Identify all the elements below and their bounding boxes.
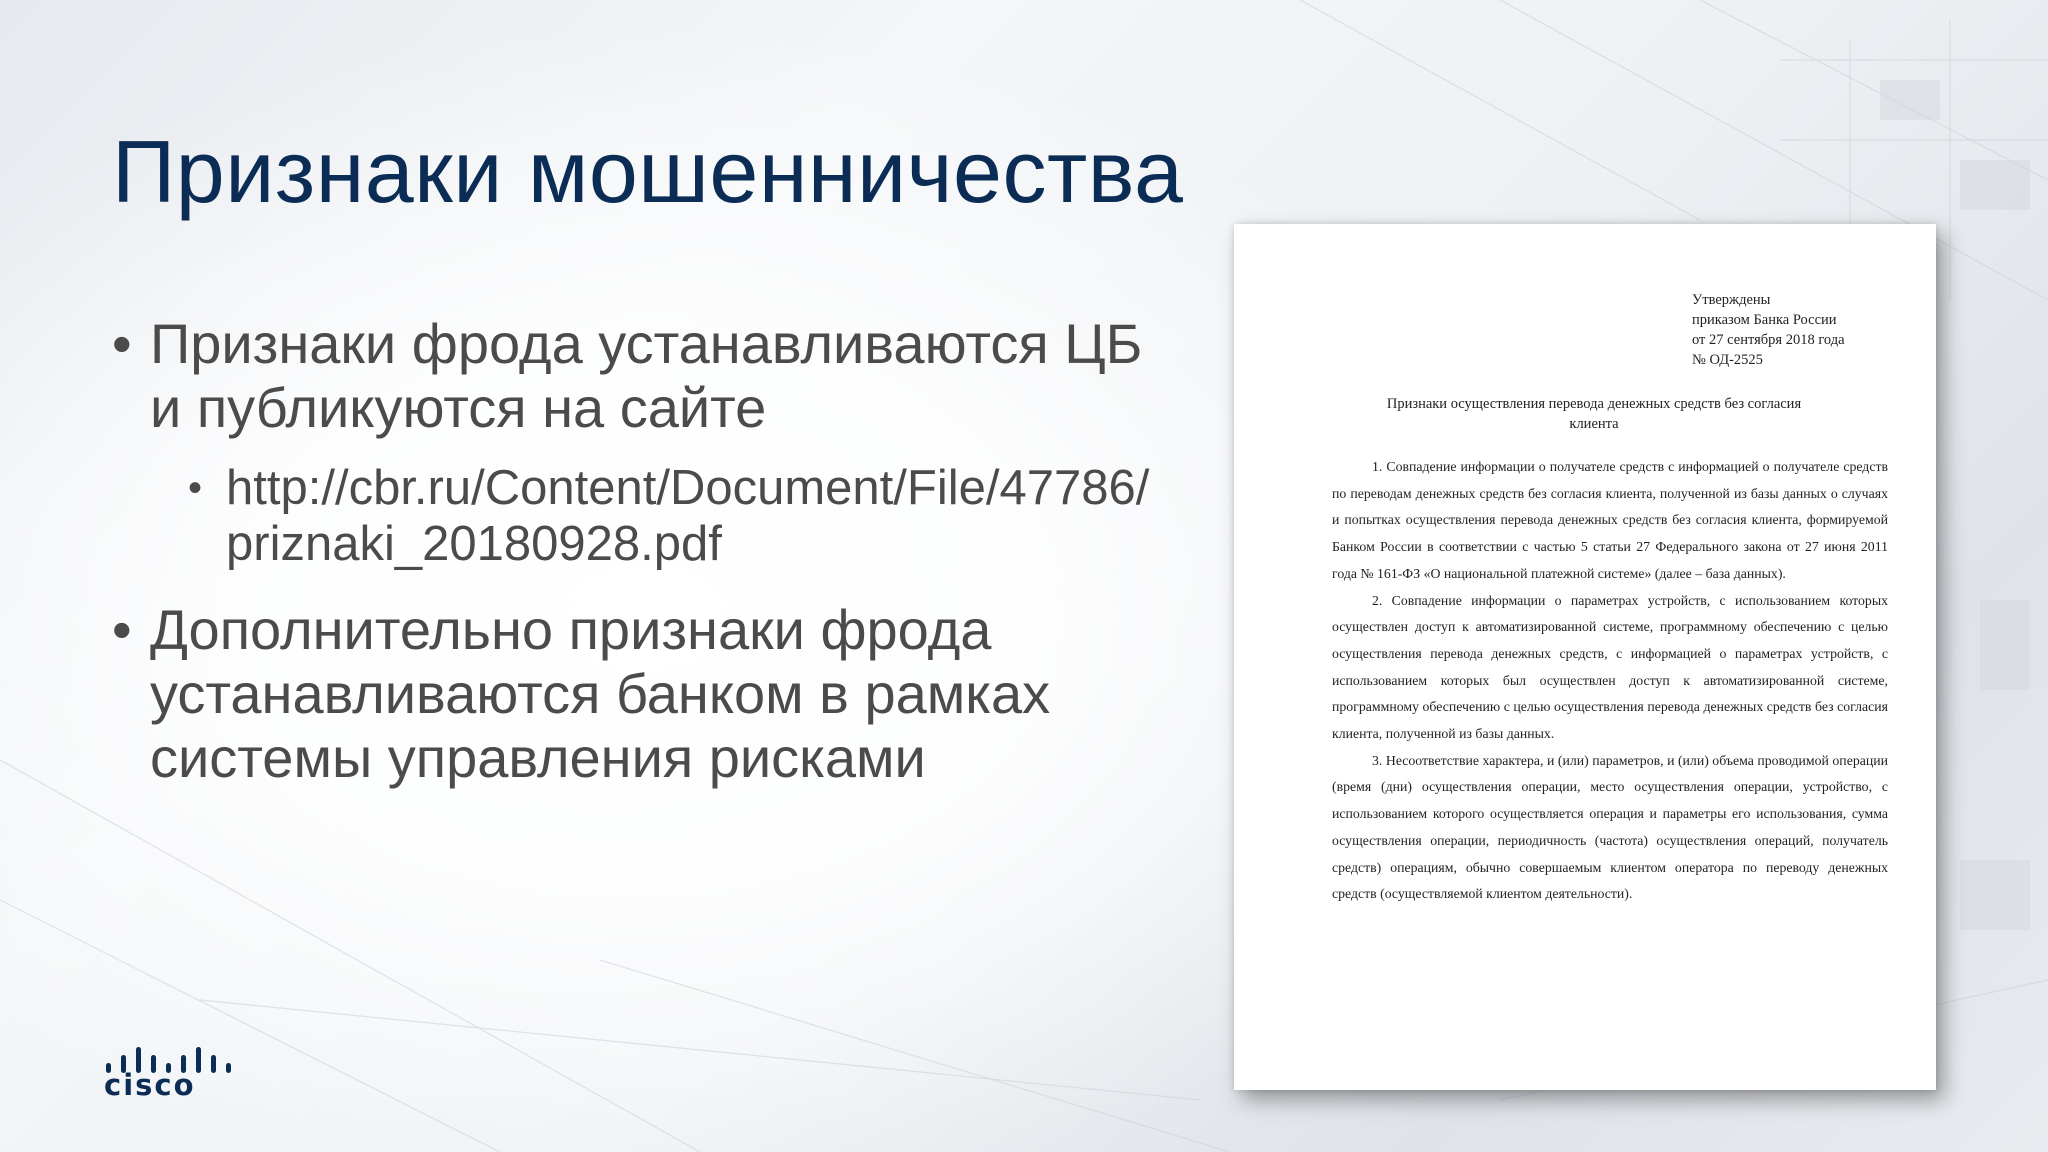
sub-bullet-link[interactable]: • http://cbr.ru/Content/Document/File/47786/priznaki_20180928.pdf bbox=[112, 460, 1172, 572]
cisco-logo-text: cisco bbox=[104, 1068, 196, 1102]
slide-title: Признаки мошенничества bbox=[112, 121, 1184, 221]
bullet-item: • Признаки фрода устанавливаются ЦБ и публикуются на сайте bbox=[112, 312, 1172, 440]
document-paragraph: 3. Несоответствие характера, и (или) параметров, и (или) объема проводимой операции (время (дни) осуществления операции, место осуществления операции, устройство, с использованием которого осуществляется операция и параметры его использования, сумма осуществления операции, периодичность (частота) осуществления операций, получатель средств) операциям, обычно совершаемым клиентом оператора по переводу денежных средств (осуществляемой клиентом деятельности). bbox=[1332, 752, 1888, 902]
approval-line: приказом Банка России bbox=[1692, 312, 1837, 328]
document-approval-block bbox=[1692, 290, 1845, 370]
approval-line: Утверждены bbox=[1692, 292, 1771, 308]
bullet-list bbox=[112, 312, 1172, 810]
document-title: Признаки осуществления перевода денежных средств без согласия клиента bbox=[1386, 396, 1802, 432]
document-paragraph: 1. Совпадение информации о получателе средств с информацией о получателе средств по переводам денежных средств без согласия клиента, полученной из базы данных о случаях и попытках осуществления перевода денежных средств без согласия клиента, формируемой Банком России в соответствии с частью 5 статьи 27 Федерального закона от 27 июня 2011 года № 161-ФЗ «О национальной платежной системе» (далее – база данных). bbox=[1332, 459, 1888, 581]
bullet-item: • Дополнительно признаки фрода устанавливаются банком в рамках системы управления рисками bbox=[112, 598, 1172, 790]
document-body bbox=[1332, 454, 1888, 908]
approval-line: № ОД-2525 bbox=[1692, 352, 1763, 368]
document-paragraph: 2. Совпадение информации о параметрах устройств, с использованием которых осуществлен доступ к автоматизированной системе, программному обеспечению с целью осуществления перевода денежных средств, с информацией о параметрах устройств, с использованием которых был осуществлен доступ к автоматизированной системе, программному обеспечению с целью осуществления перевода денежных средств без согласия клиента, полученной из базы данных. bbox=[1332, 592, 1888, 742]
approval-line: от 27 сентября 2018 года bbox=[1692, 332, 1845, 348]
document-page bbox=[1234, 224, 1936, 1090]
